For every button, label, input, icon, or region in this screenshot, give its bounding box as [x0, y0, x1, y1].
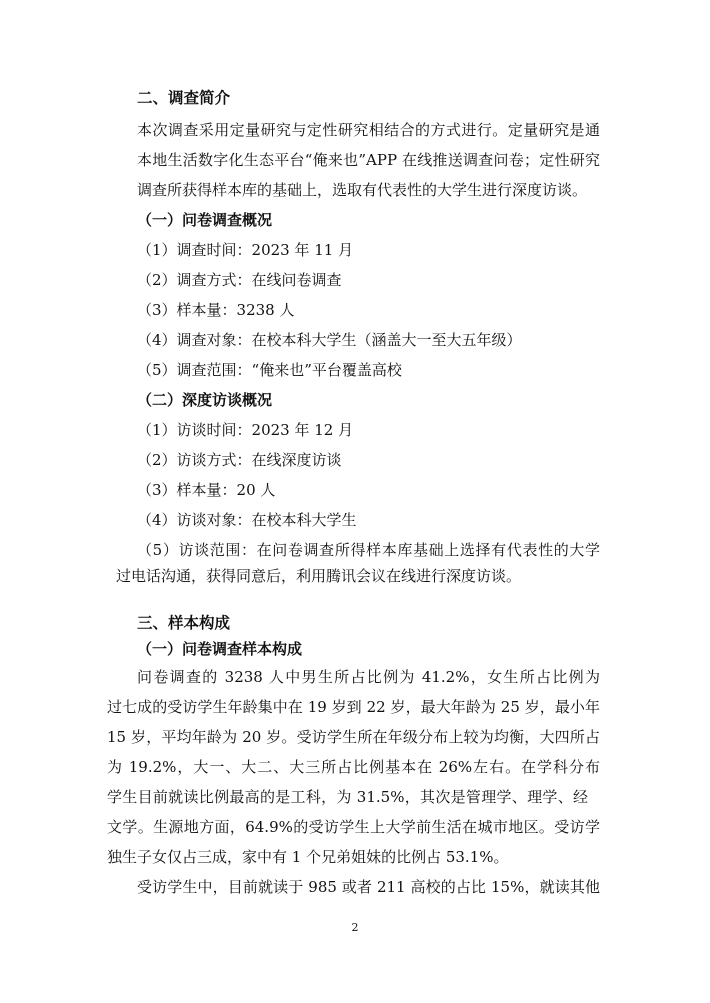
- page-number: 2: [351, 921, 359, 934]
- sample-para2-line-1: 受访学生中，目前就读于 985 或者 211 高校的占比 15%，就读其他: [137, 878, 600, 896]
- sample-para-line-7: 独生子女仅占三成，家中有 1 个兄弟姐妹的比例占 53.1%。: [107, 848, 509, 866]
- interview-item-scope-line-1: （5）访谈范围：在问卷调查所得样本库基础上选择有代表性的大学: [137, 541, 600, 559]
- subheading-survey-overview: （一）问卷调查概况: [137, 211, 273, 229]
- interview-item-time: （1）访谈时间：2023 年 12 月: [137, 421, 354, 439]
- sample-para-line-4: 为 19.2%，大一、大二、大三所占比例基本在 26%左右。在学科分布: [107, 758, 600, 776]
- sample-para-line-2: 过七成的受访学生年龄集中在 19 岁到 22 岁，最大年龄为 25 岁，最小年: [107, 698, 600, 716]
- subheading-interview-overview: （二）深度访谈概况: [137, 391, 273, 409]
- survey-item-method: （2）调查方式：在线问卷调查: [137, 271, 342, 289]
- survey-item-target: （4）调查对象：在校本科大学生（涵盖大一至大五年级）: [137, 331, 522, 349]
- intro-line-3: 调查所获得样本库的基础上，选取有代表性的大学生进行深度访谈。: [137, 181, 588, 199]
- intro-line-1: 本次调查采用定量研究与定性研究相结合的方式进行。定量研究是通: [137, 121, 600, 139]
- sample-para-line-3: 15 岁，平均年龄为 20 岁。受访学生所在年级分布上较为均衡，大四所占: [107, 728, 600, 746]
- section-heading-survey-intro: 二、调查简介: [137, 88, 231, 107]
- interview-item-method: （2）访谈方式：在线深度访谈: [137, 451, 342, 469]
- interview-item-target: （4）访谈对象：在校本科大学生: [137, 511, 357, 529]
- sample-para-line-5: 学生目前就读比例最高的是工科，为 31.5%，其次是管理学、理学、经: [107, 788, 588, 806]
- survey-item-scope: （5）调查范围：“俺来也”平台覆盖高校: [137, 361, 402, 379]
- intro-line-2: 本地生活数字化生态平台“俺来也”APP 在线推送调查问卷；定性研究: [137, 151, 600, 169]
- survey-item-time: （1）调查时间：2023 年 11 月: [137, 241, 354, 259]
- interview-item-scope-line-2: 过电话沟通，获得同意后，利用腾讯会议在线进行深度访谈。: [116, 567, 522, 585]
- sample-para-line-1: 问卷调查的 3238 人中男生所占比例为 41.2%，女生所占比例为: [137, 668, 600, 686]
- interview-item-sample-size: （3）样本量：20 人: [137, 481, 276, 499]
- survey-item-sample-size: （3）样本量：3238 人: [137, 301, 295, 319]
- subheading-survey-sample: （一）问卷调查样本构成: [137, 640, 303, 658]
- sample-para-line-6: 文学。生源地方面，64.9%的受访学生上大学前生活在城市地区。受访学: [107, 818, 600, 836]
- section-heading-sample-composition: 三、样本构成: [137, 613, 231, 632]
